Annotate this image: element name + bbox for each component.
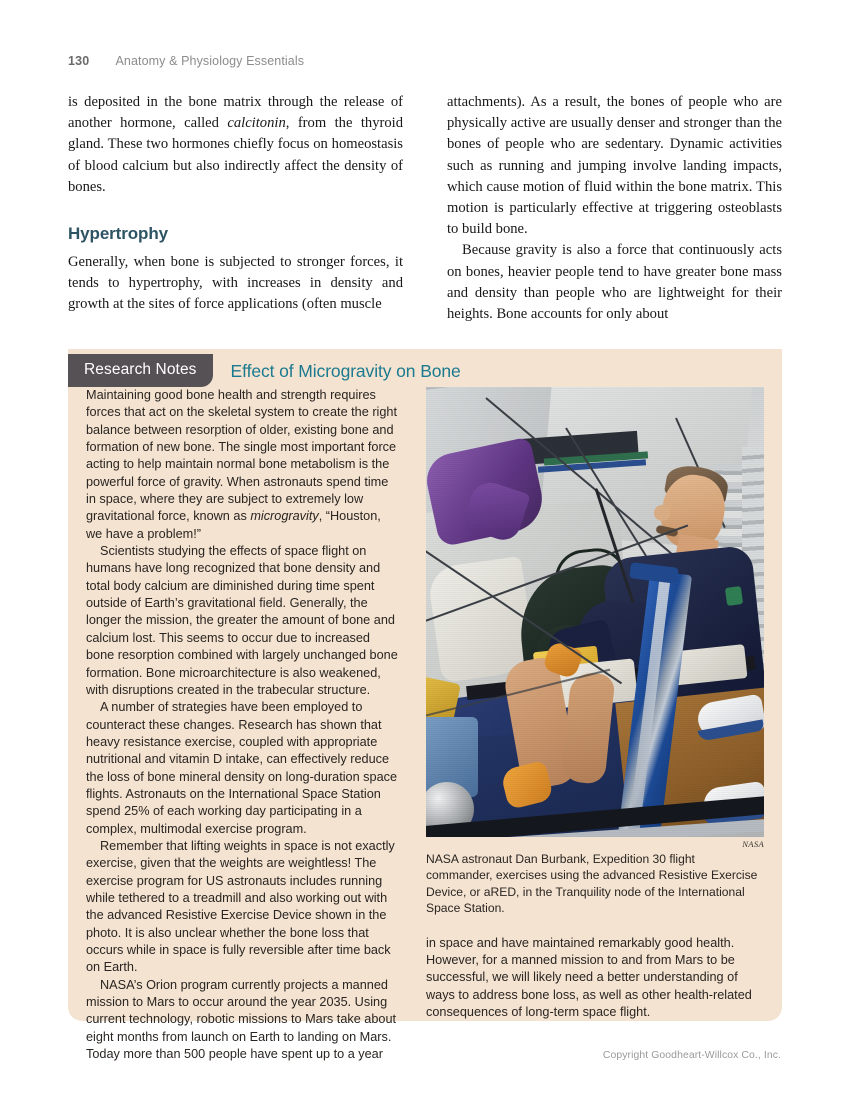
body-right-column — [447, 92, 782, 325]
paragraph-text: is deposited in the bone matrix through the release of another hormone, called — [68, 94, 403, 132]
main-body — [68, 92, 782, 325]
italic-term-microgravity: microgravity — [250, 509, 319, 524]
running-head — [68, 54, 768, 68]
body-left-column — [68, 92, 403, 325]
body-paragraph: Generally, when bone is subjected to stronger forces, it tends to hypertrophy, with increases in density and growth at the sites of force applications (often muscle — [68, 254, 403, 313]
feature-paragraph: NASA’s Orion program currently projects a manned mission to Mars to occur around the year 2035. Using current technology, robotic missions to Mars take about eight months from launch on Earth to landing on Mars. Today more than 500 people have spent up to a year — [86, 977, 397, 1062]
photo-caption: NASA astronaut Dan Burbank, Expedition 30 flight commander, exercises using the advanced Resistive Exercise Device, or aRED, in the Tranquility node of the International Space Station. — [426, 852, 758, 916]
feature-paragraph: Scientists studying the effects of space flight on humans have long recognized that bone density and total body calcium are diminished during time spent outside of Earth’s gravitational field. Generally, the longer the mission, the greater the amount of bone and calcium lost. This seems to occur due to increased bone resorption combined with largely unchanged bone formation. Bone microarchitecture is also weakened, with disruptions created in the trabecular structure. — [86, 544, 398, 697]
page-number: 130 — [68, 54, 90, 68]
feature-continued-text — [426, 935, 764, 1022]
book-title: Anatomy & Physiology Essentials — [115, 54, 305, 68]
italic-term-calcitonin: calcitonin — [227, 115, 286, 132]
body-paragraph: attachments). As a result, the bones of people who are physically active are usually denser and stronger than the bones of people who are sedentary. Dynamic activities such as running and jumping involve landing impacts, which cause motion of fluid within the bone matrix. This motion is particularly effective at triggering osteoblasts to build bone. — [447, 94, 782, 238]
body-paragraph — [68, 92, 403, 198]
feature-paragraph: A number of strategies have been employed to counteract these changes. Research has shown that heavy resistance exercise, coupled with appropriate nutritional and vitamin D intake, can effectively reduce the loss of bone mineral density on long-duration space flights. Astronauts on the International Space Station spend 25% of each working day participating in a complex, multimodal exercise program. — [86, 700, 398, 836]
feature-tag-label: Research Notes — [68, 354, 213, 387]
photo-figure — [426, 387, 764, 917]
photo-grain-overlay — [426, 387, 764, 837]
paragraph-text-cont: , “Houston, we have a problem!” — [86, 509, 381, 541]
iss-astronaut-photo — [426, 387, 764, 837]
feature-columns — [68, 387, 782, 1063]
paragraph-text-cont: , from the thyroid gland. These two hormones chiefly focus on homeostasis of blood calcium but also indirectly affect the density of bones. — [68, 115, 403, 195]
feature-title: Effect of Microgravity on Bone — [230, 360, 461, 381]
feature-paragraph — [86, 387, 400, 543]
copyright-notice: Copyright Goodheart-Willcox Co., Inc. — [602, 1050, 781, 1061]
feature-left-column — [86, 387, 400, 1063]
feature-paragraph: Remember that lifting weights in space is not exactly exercise, given that the weights are weightless! The exercise program for US astronauts includes running while tethered to a treadmill and also working out with the advanced Resistive Exercise Device shown in the photo. It is also unclear whether the bone loss that occurs while in space is fully reversible after time back on Earth. — [86, 838, 395, 975]
body-paragraph: Because gravity is also a force that continuously acts on bones, heavier people tend to have greater bone mass and density than people who are lightweight for their heights. Bone accounts for only about — [447, 242, 782, 323]
feature-paragraph: in space and have maintained remarkably good health. However, for a manned mission to and from Mars to be successful, we will likely need a better understanding of ways to address bone loss, as well as other health-related consequences of long-term space flight. — [426, 935, 752, 1019]
section-heading-hypertrophy: Hypertrophy — [68, 224, 168, 244]
photo-credit: NASA — [742, 839, 764, 849]
feature-right-column — [426, 387, 764, 1063]
paragraph-text: Maintaining good bone health and strength requires forces that act on the skeletal system to create the right balance between resorption of older, existing bone and formation of new bone. The single most important force acting to help maintain normal bone metabolism is the powerful force of gravity. When astronauts spend time in space, where they are subject to extremely low gravitational force, known as — [86, 388, 397, 524]
